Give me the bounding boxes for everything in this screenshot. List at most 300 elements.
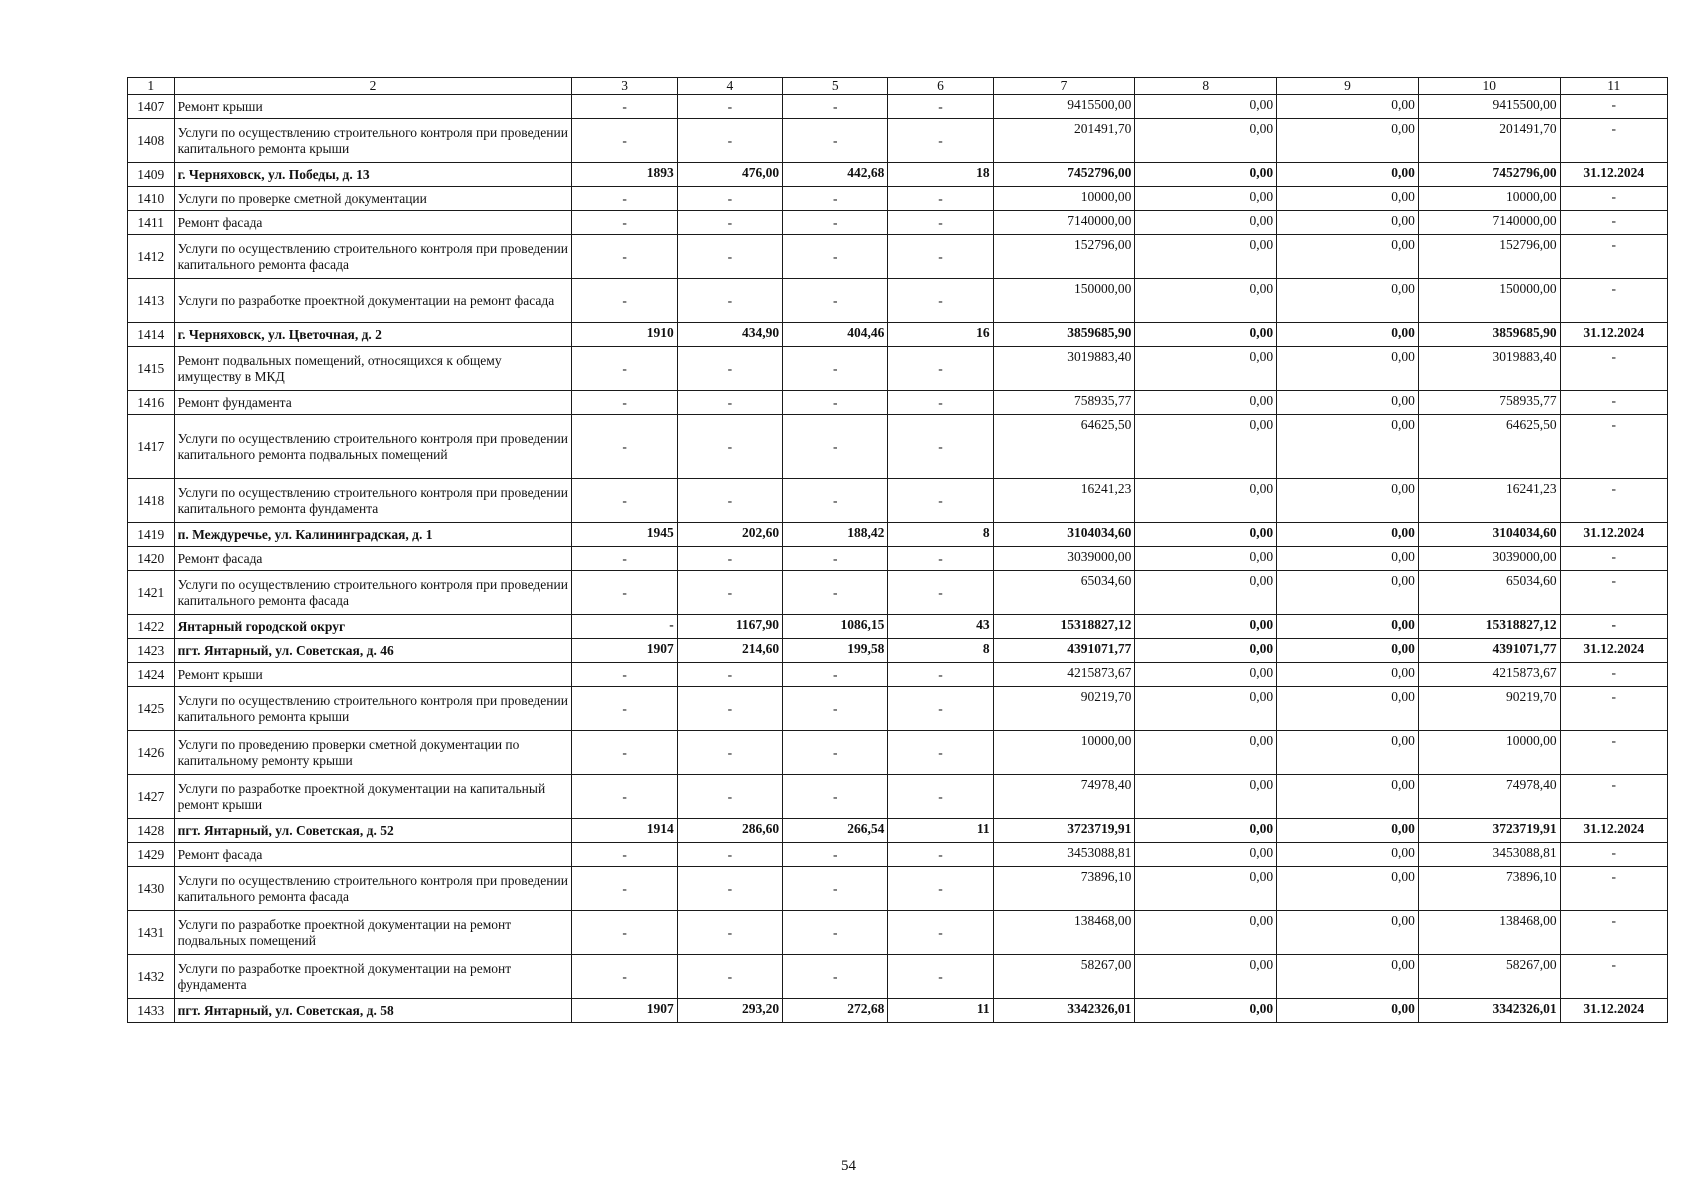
- col-4-value: 1167,90: [677, 615, 782, 639]
- col-5-value: -: [783, 95, 888, 119]
- item-name: Ремонт фасада: [174, 211, 572, 235]
- col-7-value: 138468,00: [993, 911, 1135, 955]
- col-10-value: 3859685,90: [1418, 323, 1560, 347]
- row-number: 1426: [128, 731, 175, 775]
- col-4-value: 214,60: [677, 639, 782, 663]
- col-10-value: 4215873,67: [1418, 663, 1560, 687]
- col-9-value: 0,00: [1277, 867, 1419, 911]
- col-10-value: 201491,70: [1418, 119, 1560, 163]
- column-header: 4: [677, 78, 782, 95]
- col-8-value: 0,00: [1135, 479, 1277, 523]
- col-4-value: 293,20: [677, 999, 782, 1023]
- col-3-value: -: [572, 279, 677, 323]
- item-name: Услуги по разработке проектной документации на ремонт подвальных помещений: [174, 911, 572, 955]
- col-10-value: 73896,10: [1418, 867, 1560, 911]
- row-number: 1430: [128, 867, 175, 911]
- col-3-value: -: [572, 615, 677, 639]
- col-8-value: 0,00: [1135, 211, 1277, 235]
- col-5-value: 188,42: [783, 523, 888, 547]
- column-header: 9: [1277, 78, 1419, 95]
- col-11-value: -: [1560, 391, 1667, 415]
- col-4-value: -: [677, 347, 782, 391]
- col-7-value: 64625,50: [993, 415, 1135, 479]
- column-header-row: [128, 78, 1668, 95]
- col-11-value: -: [1560, 95, 1667, 119]
- col-10-value: 3019883,40: [1418, 347, 1560, 391]
- col-11-value: -: [1560, 235, 1667, 279]
- row-number: 1411: [128, 211, 175, 235]
- col-5-value: -: [783, 775, 888, 819]
- col-8-value: 0,00: [1135, 663, 1277, 687]
- col-4-value: -: [677, 279, 782, 323]
- row-number: 1425: [128, 687, 175, 731]
- table-row: [128, 571, 1668, 615]
- row-number: 1418: [128, 479, 175, 523]
- col-9-value: 0,00: [1277, 911, 1419, 955]
- col-6-value: -: [888, 415, 993, 479]
- item-name: Услуги по осуществлению строительного контроля при проведении капитального ремонта фундамента: [174, 479, 572, 523]
- table-row: [128, 615, 1668, 639]
- row-number: 1410: [128, 187, 175, 211]
- col-7-value: 152796,00: [993, 235, 1135, 279]
- table-row: [128, 187, 1668, 211]
- col-3-value: -: [572, 211, 677, 235]
- row-number: 1427: [128, 775, 175, 819]
- col-11-value: -: [1560, 663, 1667, 687]
- col-5-value: -: [783, 687, 888, 731]
- table-row: [128, 347, 1668, 391]
- col-3-value: -: [572, 775, 677, 819]
- row-number: 1420: [128, 547, 175, 571]
- item-name: Ремонт фасада: [174, 843, 572, 867]
- table-row: [128, 775, 1668, 819]
- column-header: 8: [1135, 78, 1277, 95]
- col-10-value: 138468,00: [1418, 911, 1560, 955]
- col-3-value: 1907: [572, 999, 677, 1023]
- row-number: 1429: [128, 843, 175, 867]
- table-row: [128, 911, 1668, 955]
- col-11-value: 31.12.2024: [1560, 163, 1667, 187]
- col-6-value: 8: [888, 639, 993, 663]
- col-4-value: -: [677, 547, 782, 571]
- col-3-value: -: [572, 347, 677, 391]
- col-9-value: 0,00: [1277, 95, 1419, 119]
- col-4-value: -: [677, 955, 782, 999]
- col-9-value: 0,00: [1277, 235, 1419, 279]
- col-8-value: 0,00: [1135, 955, 1277, 999]
- col-7-value: 9415500,00: [993, 95, 1135, 119]
- col-4-value: -: [677, 211, 782, 235]
- col-7-value: 15318827,12: [993, 615, 1135, 639]
- col-6-value: 18: [888, 163, 993, 187]
- col-9-value: 0,00: [1277, 523, 1419, 547]
- col-10-value: 150000,00: [1418, 279, 1560, 323]
- col-5-value: -: [783, 663, 888, 687]
- row-number: 1423: [128, 639, 175, 663]
- col-11-value: 31.12.2024: [1560, 323, 1667, 347]
- col-8-value: 0,00: [1135, 347, 1277, 391]
- col-11-value: -: [1560, 479, 1667, 523]
- col-3-value: -: [572, 867, 677, 911]
- col-7-value: 4215873,67: [993, 663, 1135, 687]
- col-5-value: -: [783, 415, 888, 479]
- col-9-value: 0,00: [1277, 391, 1419, 415]
- page-number: 54: [841, 1158, 856, 1174]
- col-5-value: 199,58: [783, 639, 888, 663]
- table-row: [128, 819, 1668, 843]
- table-row: [128, 391, 1668, 415]
- col-6-value: 16: [888, 323, 993, 347]
- item-name: Услуги по осуществлению строительного контроля при проведении капитального ремонта крыши: [174, 119, 572, 163]
- col-11-value: -: [1560, 119, 1667, 163]
- item-name: Ремонт подвальных помещений, относящихся к общему имуществу в МКД: [174, 347, 572, 391]
- col-6-value: -: [888, 391, 993, 415]
- col-11-value: -: [1560, 415, 1667, 479]
- col-6-value: 11: [888, 999, 993, 1023]
- col-6-value: 8: [888, 523, 993, 547]
- col-10-value: 64625,50: [1418, 415, 1560, 479]
- col-4-value: -: [677, 911, 782, 955]
- row-number: 1407: [128, 95, 175, 119]
- row-number: 1416: [128, 391, 175, 415]
- item-name: Услуги по осуществлению строительного контроля при проведении капитального ремонта фасада: [174, 867, 572, 911]
- col-9-value: 0,00: [1277, 347, 1419, 391]
- col-10-value: 65034,60: [1418, 571, 1560, 615]
- col-7-value: 3453088,81: [993, 843, 1135, 867]
- table-row: [128, 639, 1668, 663]
- row-number: 1431: [128, 911, 175, 955]
- col-3-value: -: [572, 911, 677, 955]
- col-5-value: -: [783, 547, 888, 571]
- col-9-value: 0,00: [1277, 571, 1419, 615]
- col-7-value: 90219,70: [993, 687, 1135, 731]
- col-3-value: -: [572, 187, 677, 211]
- col-7-value: 58267,00: [993, 955, 1135, 999]
- item-name: пгт. Янтарный, ул. Советская, д. 58: [174, 999, 572, 1023]
- item-name: Ремонт крыши: [174, 663, 572, 687]
- col-10-value: 7452796,00: [1418, 163, 1560, 187]
- col-7-value: 73896,10: [993, 867, 1135, 911]
- col-4-value: 434,90: [677, 323, 782, 347]
- col-3-value: 1907: [572, 639, 677, 663]
- col-5-value: -: [783, 235, 888, 279]
- col-8-value: 0,00: [1135, 999, 1277, 1023]
- table-row: [128, 235, 1668, 279]
- col-3-value: -: [572, 235, 677, 279]
- table-row: [128, 523, 1668, 547]
- column-header: 6: [888, 78, 993, 95]
- col-3-value: -: [572, 687, 677, 731]
- column-header: 7: [993, 78, 1135, 95]
- col-5-value: -: [783, 119, 888, 163]
- col-5-value: 442,68: [783, 163, 888, 187]
- table-row: [128, 119, 1668, 163]
- col-9-value: 0,00: [1277, 119, 1419, 163]
- table-row: [128, 687, 1668, 731]
- col-3-value: -: [572, 843, 677, 867]
- col-3-value: 1893: [572, 163, 677, 187]
- col-7-value: 3039000,00: [993, 547, 1135, 571]
- col-7-value: 758935,77: [993, 391, 1135, 415]
- col-6-value: -: [888, 775, 993, 819]
- col-3-value: -: [572, 479, 677, 523]
- col-5-value: -: [783, 571, 888, 615]
- table-body: [128, 78, 1668, 1023]
- col-7-value: 7452796,00: [993, 163, 1135, 187]
- col-10-value: 3723719,91: [1418, 819, 1560, 843]
- col-8-value: 0,00: [1135, 775, 1277, 819]
- col-10-value: 10000,00: [1418, 731, 1560, 775]
- column-header: 2: [174, 78, 572, 95]
- col-6-value: 11: [888, 819, 993, 843]
- col-6-value: -: [888, 663, 993, 687]
- col-6-value: -: [888, 95, 993, 119]
- item-name: Услуги по разработке проектной документации на ремонт фасада: [174, 279, 572, 323]
- col-3-value: -: [572, 731, 677, 775]
- col-3-value: -: [572, 547, 677, 571]
- item-name: Услуги по осуществлению строительного контроля при проведении капитального ремонта фасада: [174, 571, 572, 615]
- col-10-value: 15318827,12: [1418, 615, 1560, 639]
- col-4-value: -: [677, 571, 782, 615]
- table-row: [128, 479, 1668, 523]
- col-11-value: -: [1560, 279, 1667, 323]
- row-number: 1414: [128, 323, 175, 347]
- item-name: г. Черняховск, ул. Цветочная, д. 2: [174, 323, 572, 347]
- table-row: [128, 163, 1668, 187]
- col-9-value: 0,00: [1277, 819, 1419, 843]
- col-8-value: 0,00: [1135, 639, 1277, 663]
- col-3-value: -: [572, 955, 677, 999]
- col-6-value: -: [888, 843, 993, 867]
- col-8-value: 0,00: [1135, 687, 1277, 731]
- col-6-value: -: [888, 119, 993, 163]
- col-10-value: 90219,70: [1418, 687, 1560, 731]
- col-4-value: 476,00: [677, 163, 782, 187]
- item-name: Услуги по проведению проверки сметной документации по капитальному ремонту крыши: [174, 731, 572, 775]
- table-row: [128, 415, 1668, 479]
- col-4-value: -: [677, 235, 782, 279]
- table-row: [128, 955, 1668, 999]
- col-6-value: -: [888, 911, 993, 955]
- col-4-value: -: [677, 867, 782, 911]
- item-name: пгт. Янтарный, ул. Советская, д. 52: [174, 819, 572, 843]
- col-5-value: 404,46: [783, 323, 888, 347]
- col-8-value: 0,00: [1135, 571, 1277, 615]
- col-9-value: 0,00: [1277, 163, 1419, 187]
- col-4-value: -: [677, 775, 782, 819]
- item-name: Янтарный городской округ: [174, 615, 572, 639]
- col-5-value: -: [783, 391, 888, 415]
- row-number: 1412: [128, 235, 175, 279]
- col-8-value: 0,00: [1135, 731, 1277, 775]
- col-5-value: -: [783, 867, 888, 911]
- col-8-value: 0,00: [1135, 843, 1277, 867]
- col-4-value: -: [677, 731, 782, 775]
- item-name: Услуги по осуществлению строительного контроля при проведении капитального ремонта подвальных помещений: [174, 415, 572, 479]
- col-3-value: -: [572, 415, 677, 479]
- col-5-value: 1086,15: [783, 615, 888, 639]
- col-6-value: -: [888, 687, 993, 731]
- col-11-value: -: [1560, 347, 1667, 391]
- col-3-value: 1945: [572, 523, 677, 547]
- col-4-value: -: [677, 479, 782, 523]
- item-name: п. Междуречье, ул. Калининградская, д. 1: [174, 523, 572, 547]
- col-3-value: 1910: [572, 323, 677, 347]
- col-4-value: 202,60: [677, 523, 782, 547]
- col-7-value: 3342326,01: [993, 999, 1135, 1023]
- col-3-value: -: [572, 95, 677, 119]
- col-6-value: -: [888, 479, 993, 523]
- col-8-value: 0,00: [1135, 615, 1277, 639]
- col-8-value: 0,00: [1135, 391, 1277, 415]
- table-row: [128, 547, 1668, 571]
- item-name: Услуги по осуществлению строительного контроля при проведении капитального ремонта крыши: [174, 687, 572, 731]
- col-11-value: -: [1560, 775, 1667, 819]
- col-7-value: 3723719,91: [993, 819, 1135, 843]
- table-row: [128, 843, 1668, 867]
- column-header: 5: [783, 78, 888, 95]
- col-5-value: -: [783, 187, 888, 211]
- col-11-value: 31.12.2024: [1560, 819, 1667, 843]
- col-6-value: -: [888, 187, 993, 211]
- col-3-value: -: [572, 663, 677, 687]
- col-5-value: -: [783, 479, 888, 523]
- col-11-value: -: [1560, 843, 1667, 867]
- col-10-value: 10000,00: [1418, 187, 1560, 211]
- col-4-value: -: [677, 187, 782, 211]
- col-4-value: 286,60: [677, 819, 782, 843]
- col-7-value: 10000,00: [993, 731, 1135, 775]
- col-7-value: 7140000,00: [993, 211, 1135, 235]
- col-5-value: -: [783, 843, 888, 867]
- col-10-value: 16241,23: [1418, 479, 1560, 523]
- col-4-value: -: [677, 687, 782, 731]
- col-10-value: 3453088,81: [1418, 843, 1560, 867]
- col-9-value: 0,00: [1277, 687, 1419, 731]
- col-9-value: 0,00: [1277, 479, 1419, 523]
- col-7-value: 10000,00: [993, 187, 1135, 211]
- col-7-value: 3019883,40: [993, 347, 1135, 391]
- col-6-value: 43: [888, 615, 993, 639]
- col-11-value: -: [1560, 867, 1667, 911]
- col-11-value: -: [1560, 687, 1667, 731]
- row-number: 1413: [128, 279, 175, 323]
- col-8-value: 0,00: [1135, 819, 1277, 843]
- col-8-value: 0,00: [1135, 119, 1277, 163]
- row-number: 1419: [128, 523, 175, 547]
- col-6-value: -: [888, 347, 993, 391]
- capital-repair-table: [127, 77, 1668, 1023]
- col-7-value: 74978,40: [993, 775, 1135, 819]
- item-name: Ремонт фундамента: [174, 391, 572, 415]
- col-6-value: -: [888, 235, 993, 279]
- col-8-value: 0,00: [1135, 187, 1277, 211]
- row-number: 1424: [128, 663, 175, 687]
- row-number: 1415: [128, 347, 175, 391]
- col-9-value: 0,00: [1277, 663, 1419, 687]
- col-10-value: 4391071,77: [1418, 639, 1560, 663]
- col-8-value: 0,00: [1135, 235, 1277, 279]
- col-11-value: -: [1560, 955, 1667, 999]
- col-9-value: 0,00: [1277, 775, 1419, 819]
- col-5-value: -: [783, 279, 888, 323]
- table-row: [128, 323, 1668, 347]
- col-8-value: 0,00: [1135, 867, 1277, 911]
- col-7-value: 4391071,77: [993, 639, 1135, 663]
- col-10-value: 74978,40: [1418, 775, 1560, 819]
- col-9-value: 0,00: [1277, 999, 1419, 1023]
- column-header: 10: [1418, 78, 1560, 95]
- column-header: 11: [1560, 78, 1667, 95]
- col-6-value: -: [888, 955, 993, 999]
- col-8-value: 0,00: [1135, 415, 1277, 479]
- item-name: Ремонт фасада: [174, 547, 572, 571]
- col-11-value: -: [1560, 187, 1667, 211]
- col-10-value: 758935,77: [1418, 391, 1560, 415]
- col-4-value: -: [677, 119, 782, 163]
- row-number: 1421: [128, 571, 175, 615]
- col-7-value: 201491,70: [993, 119, 1135, 163]
- item-name: Услуги по проверке сметной документации: [174, 187, 572, 211]
- col-9-value: 0,00: [1277, 187, 1419, 211]
- col-10-value: 9415500,00: [1418, 95, 1560, 119]
- col-11-value: -: [1560, 211, 1667, 235]
- row-number: 1417: [128, 415, 175, 479]
- col-5-value: -: [783, 211, 888, 235]
- col-9-value: 0,00: [1277, 731, 1419, 775]
- col-10-value: 152796,00: [1418, 235, 1560, 279]
- col-6-value: -: [888, 867, 993, 911]
- col-11-value: -: [1560, 547, 1667, 571]
- col-7-value: 65034,60: [993, 571, 1135, 615]
- table-row: [128, 95, 1668, 119]
- item-name: Ремонт крыши: [174, 95, 572, 119]
- col-9-value: 0,00: [1277, 279, 1419, 323]
- col-11-value: -: [1560, 911, 1667, 955]
- table-row: [128, 731, 1668, 775]
- col-9-value: 0,00: [1277, 639, 1419, 663]
- item-name: пгт. Янтарный, ул. Советская, д. 46: [174, 639, 572, 663]
- row-number: 1428: [128, 819, 175, 843]
- col-4-value: -: [677, 391, 782, 415]
- col-7-value: 16241,23: [993, 479, 1135, 523]
- col-10-value: 3039000,00: [1418, 547, 1560, 571]
- col-8-value: 0,00: [1135, 523, 1277, 547]
- item-name: г. Черняховск, ул. Победы, д. 13: [174, 163, 572, 187]
- col-5-value: 266,54: [783, 819, 888, 843]
- col-6-value: -: [888, 571, 993, 615]
- col-8-value: 0,00: [1135, 547, 1277, 571]
- col-9-value: 0,00: [1277, 615, 1419, 639]
- col-4-value: -: [677, 843, 782, 867]
- col-6-value: -: [888, 211, 993, 235]
- col-8-value: 0,00: [1135, 323, 1277, 347]
- col-9-value: 0,00: [1277, 843, 1419, 867]
- col-3-value: -: [572, 571, 677, 615]
- col-10-value: 7140000,00: [1418, 211, 1560, 235]
- col-11-value: -: [1560, 615, 1667, 639]
- table-row: [128, 999, 1668, 1023]
- table-row: [128, 663, 1668, 687]
- table-row: [128, 867, 1668, 911]
- col-10-value: 3342326,01: [1418, 999, 1560, 1023]
- col-9-value: 0,00: [1277, 211, 1419, 235]
- col-5-value: 272,68: [783, 999, 888, 1023]
- col-4-value: -: [677, 95, 782, 119]
- col-3-value: -: [572, 391, 677, 415]
- table-row: [128, 279, 1668, 323]
- col-6-value: -: [888, 547, 993, 571]
